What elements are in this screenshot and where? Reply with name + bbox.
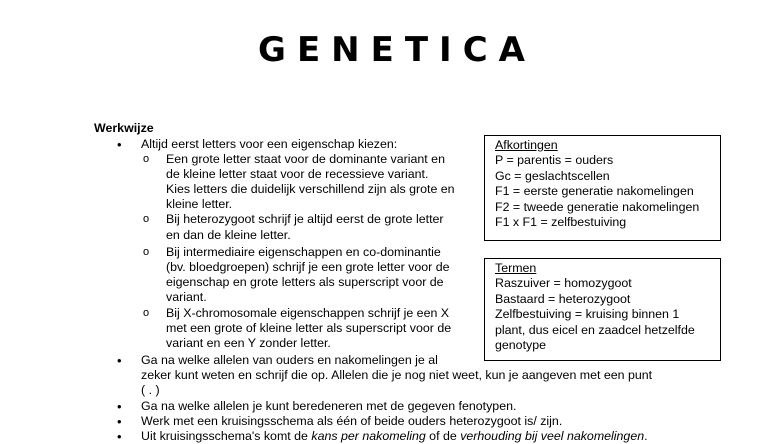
- termen-line: Raszuiver = homozygoot: [495, 276, 632, 291]
- sub-item-line: variant en een Y zonder letter.: [166, 336, 331, 350]
- sub-item-line: Bij X-chromosomale eigenschappen schrijf je een X: [166, 306, 450, 320]
- termen-box: [484, 258, 721, 361]
- afkortingen-title: Afkortingen: [495, 138, 558, 152]
- bullet-icon: •: [117, 429, 122, 444]
- sub-item-line: Kies letters die duidelijk verschillend zijn als grote en: [166, 182, 455, 196]
- bullet-icon: •: [117, 353, 122, 368]
- list-item: Werk met een kruisingsschema als één of beide ouders heterozygoot is/ zijn.: [141, 414, 563, 428]
- bullet-icon: •: [117, 414, 122, 429]
- list-item: Ga na welke allelen van ouders en nakomelingen je al: [141, 353, 438, 367]
- sub-item-line: met een grote of kleine letter als superscript voor de: [166, 321, 452, 335]
- sub-item-line: variant.: [166, 290, 207, 304]
- page-title: GENETICA: [258, 30, 536, 70]
- bullet-icon: •: [117, 399, 122, 414]
- termen-line: Zelfbestuiving = kruising binnen 1: [495, 307, 680, 322]
- afkortingen-line: P = parentis = ouders: [495, 153, 614, 168]
- afkortingen-box: [484, 135, 721, 241]
- sub-item-line: de kleine letter staat voor de recessieve variant.: [166, 167, 429, 181]
- sub-bullet-icon: o: [143, 307, 150, 319]
- sub-item-line: (bv. bloedgroepen) schrijf je een grote letter voor de: [166, 260, 450, 274]
- afkortingen-line: F1 = eerste generatie nakomelingen: [495, 184, 694, 199]
- termen-title: Termen: [495, 261, 537, 275]
- sub-bullet-icon: o: [143, 153, 150, 165]
- sub-item-line: en dan de kleine letter.: [166, 228, 291, 242]
- sub-bullet-icon: o: [143, 246, 150, 258]
- afkortingen-line: Gc = geslachtscellen: [495, 168, 610, 183]
- sub-bullet-icon: o: [143, 213, 150, 225]
- bullet-icon: •: [117, 137, 122, 152]
- sub-item-line: Bij heterozygoot schrijf je altijd eerst de grote letter: [166, 212, 444, 226]
- section-heading: Werkwijze: [94, 121, 154, 135]
- list-item: Uit kruisingsschema's komt de kans per nakomeling of de verhouding bij veel nakomelingen.: [141, 429, 648, 443]
- sub-item-line: Bij intermediaire eigenschappen en co-dominantie: [166, 245, 441, 259]
- list-item: ( . ): [141, 383, 160, 397]
- list-item: Altijd eerst letters voor een eigenschap kiezen:: [141, 137, 398, 151]
- afkortingen-line: F1 x F1 = zelfbestuiving: [495, 215, 627, 230]
- termen-line: plant, dus eicel en zaadcel hetzelfde: [495, 322, 695, 337]
- sub-item-line: Een grote letter staat voor de dominante variant en: [166, 152, 445, 166]
- afkortingen-line: F2 = tweede generatie nakomelingen: [495, 199, 700, 214]
- termen-line: Bastaard = heterozygoot: [495, 291, 631, 306]
- termen-line: genotype: [495, 338, 546, 353]
- list-item: zeker kunt weten en schrijf die op. Allelen die je nog niet weet, kun je aangeven met een punt: [141, 368, 653, 382]
- list-item: Ga na welke allelen je kunt beredeneren met de gegeven fenotypen.: [141, 399, 517, 413]
- sub-item-line: kleine letter.: [166, 197, 233, 211]
- sub-item-line: eigenschap en grote letters als superscript voor de: [166, 275, 444, 289]
